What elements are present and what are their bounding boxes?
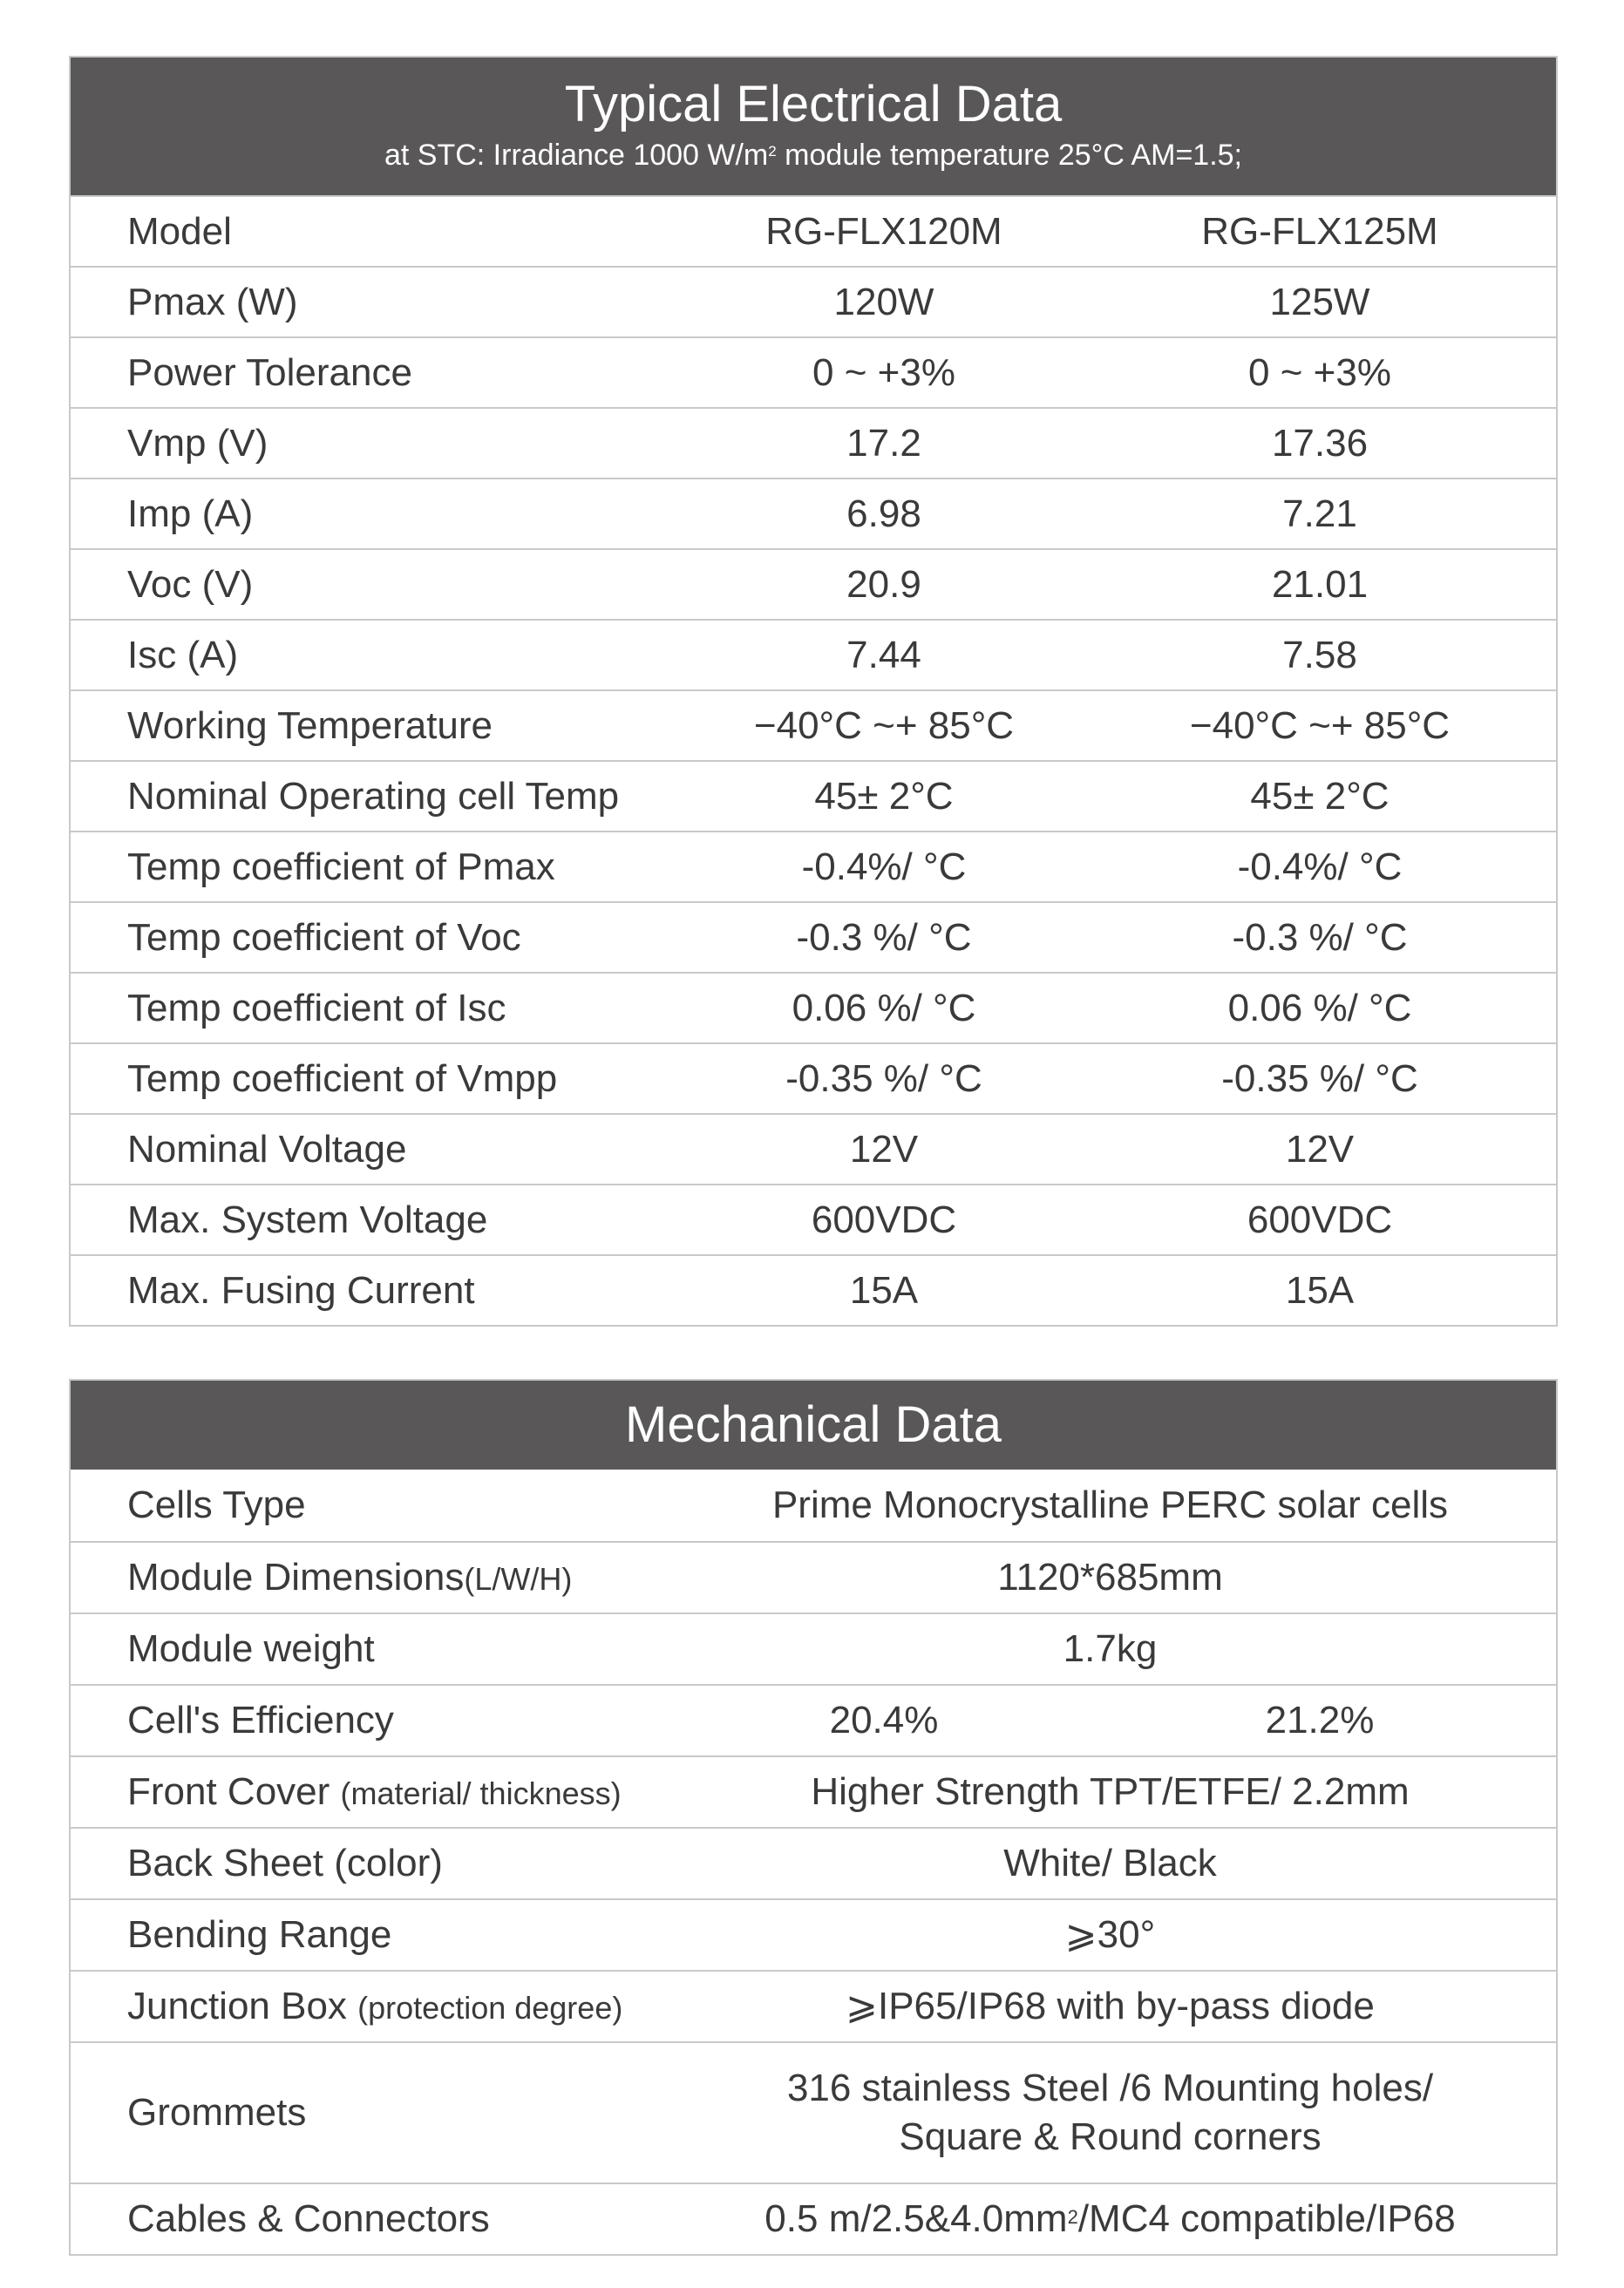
- row-value-line-1: 316 stainless Steel /6 Mounting holes/: [786, 2067, 1434, 2109]
- electrical-header: [71, 58, 1556, 195]
- row-value-2: 0 ~ +3%: [1248, 350, 1391, 394]
- row-label: Voc (V): [127, 562, 254, 606]
- value-text-end: /MC4 compatible/IP68: [1077, 2197, 1456, 2240]
- row-value-1: 17.2: [846, 421, 921, 465]
- row-value-2: −40°C ~+ 85°C: [1189, 703, 1451, 747]
- table-row: [71, 1254, 1556, 1325]
- row-value-1: -0.4%/ °C: [801, 845, 967, 888]
- row-value-1: 6.98: [846, 492, 921, 535]
- row-value-2: 15A: [1285, 1268, 1355, 1312]
- electrical-title: Typical Electrical Data: [564, 76, 1063, 132]
- table-row: [71, 336, 1556, 407]
- label-text: Module Dimensions: [127, 1556, 465, 1599]
- table-row: [71, 407, 1556, 478]
- table-row: [71, 1612, 1556, 1684]
- row-value-2: 7.21: [1282, 492, 1357, 535]
- row-value-2: 12V: [1285, 1127, 1355, 1171]
- row-value-2: 45± 2°C: [1250, 774, 1390, 818]
- value-superscript: 2: [1067, 2206, 1078, 2228]
- row-value-1: 15A: [849, 1268, 919, 1312]
- row-value-1: 600VDC: [811, 1198, 957, 1241]
- subtitle-text-end: module temperature 25°C AM=1.5;: [776, 139, 1243, 172]
- row-value-1: −40°C ~+ 85°C: [753, 703, 1015, 747]
- row-label: Temp coefficient of Vmpp: [127, 1056, 558, 1100]
- table-row: [71, 972, 1556, 1042]
- row-label: Temp coefficient of Isc: [127, 986, 506, 1029]
- row-value-2: RG-FLX125M: [1201, 209, 1438, 253]
- row-value: Prime Monocrystalline PERC solar cells: [771, 1483, 1449, 1526]
- electrical-data-table: [69, 56, 1558, 1327]
- row-value-1: 7.44: [846, 633, 921, 676]
- row-value-2: 21.2%: [1265, 1699, 1375, 1741]
- table-row: [71, 1541, 1556, 1612]
- mechanical-title: Mechanical Data: [625, 1396, 1002, 1453]
- row-value-line-2: Square & Round corners: [899, 2115, 1322, 2158]
- electrical-rows: [71, 195, 1556, 1325]
- row-label: Working Temperature: [127, 703, 493, 747]
- table-row: [71, 266, 1556, 336]
- table-row: [71, 1470, 1556, 1541]
- row-value-2: 21.01: [1271, 562, 1369, 606]
- row-label: Temp coefficient of Pmax: [127, 845, 555, 888]
- row-label: Cell's Efficiency: [127, 1699, 394, 1741]
- table-row: [71, 901, 1556, 972]
- mechanical-data-table: [69, 1379, 1558, 2256]
- row-value: ⩾30°: [1064, 1913, 1156, 1956]
- row-label: Nominal Operating cell Temp: [127, 774, 620, 818]
- row-label: Isc (A): [127, 633, 239, 676]
- row-value-2: -0.35 %/ °C: [1221, 1056, 1418, 1100]
- row-value-1: 120W: [833, 280, 934, 323]
- table-row: [71, 2183, 1556, 2254]
- row-label: Temp coefficient of Voc: [127, 915, 521, 959]
- row-label: Cables & Connectors: [127, 2197, 490, 2240]
- row-value-1: 20.4%: [829, 1699, 939, 1741]
- label-note: (protection degree): [357, 1990, 623, 2026]
- table-row: [71, 478, 1556, 548]
- row-value-1: 0.06 %/ °C: [792, 986, 976, 1029]
- row-label: Max. System Voltage: [127, 1198, 488, 1241]
- row-label: Power Tolerance: [127, 350, 412, 394]
- row-label: [71, 1556, 666, 1599]
- row-value-2: -0.3 %/ °C: [1232, 915, 1408, 959]
- table-row: [71, 1684, 1556, 1755]
- row-value: 1120*685mm: [997, 1556, 1223, 1599]
- row-label: Pmax (W): [127, 280, 298, 323]
- row-label: Cells Type: [127, 1483, 306, 1526]
- row-label: Grommets: [127, 2091, 307, 2134]
- table-row: [71, 1827, 1556, 1898]
- row-value-1: 0 ~ +3%: [812, 350, 955, 394]
- row-label: Model: [127, 209, 232, 253]
- value-text: 0.5 m/2.5&4.0mm: [764, 2197, 1068, 2240]
- row-value: ⩾IP65/IP68 with by-pass diode: [846, 1985, 1375, 2027]
- row-value-2: 125W: [1269, 280, 1370, 323]
- row-label: Back Sheet (color): [127, 1842, 443, 1884]
- row-label: Module weight: [127, 1627, 375, 1670]
- row-value-1: -0.35 %/ °C: [785, 1056, 982, 1100]
- subtitle-superscript: 2: [768, 143, 777, 160]
- row-value: [666, 2064, 1554, 2162]
- table-row: [71, 619, 1556, 689]
- table-row: [71, 1184, 1556, 1254]
- table-row: [71, 831, 1556, 901]
- row-label: Vmp (V): [127, 421, 268, 465]
- row-value-2: 17.36: [1271, 421, 1369, 465]
- row-label: [71, 1985, 666, 2028]
- table-row: [71, 2041, 1556, 2183]
- table-row: [71, 689, 1556, 760]
- row-value: White/ Black: [1003, 1842, 1217, 1884]
- table-row: [71, 760, 1556, 831]
- row-label: [71, 1770, 666, 1814]
- mechanical-header: [71, 1381, 1556, 1470]
- table-row: [71, 1898, 1556, 1970]
- table-row: [71, 195, 1556, 266]
- row-value-1: 45± 2°C: [814, 774, 954, 818]
- table-row: [71, 548, 1556, 619]
- table-row: [71, 1755, 1556, 1827]
- row-value-2: 600VDC: [1247, 1198, 1393, 1241]
- row-label: Bending Range: [127, 1913, 392, 1956]
- label-text: Front Cover: [127, 1770, 341, 1813]
- row-value-1: RG-FLX120M: [765, 209, 1002, 253]
- row-value-2: 0.06 %/ °C: [1227, 986, 1412, 1029]
- table-row: [71, 1113, 1556, 1184]
- row-value-2: -0.4%/ °C: [1237, 845, 1403, 888]
- table-row: [71, 1970, 1556, 2041]
- table-row: [71, 1042, 1556, 1113]
- row-label: Max. Fusing Current: [127, 1268, 475, 1312]
- row-label: Nominal Voltage: [127, 1127, 407, 1171]
- row-value-1: 20.9: [846, 562, 921, 606]
- electrical-subtitle: [71, 138, 1556, 173]
- label-note: (L/W/H): [464, 1561, 573, 1597]
- row-value-2: 7.58: [1282, 633, 1357, 676]
- row-value-1: 12V: [849, 1127, 919, 1171]
- label-note: (material/ thickness): [340, 1775, 622, 1811]
- row-value: Higher Strength TPT/ETFE/ 2.2mm: [811, 1770, 1410, 1813]
- row-label: Imp (A): [127, 492, 254, 535]
- row-value: 1.7kg: [1063, 1627, 1158, 1670]
- label-text: Junction Box: [127, 1985, 358, 2027]
- subtitle-text: at STC: Irradiance 1000 W/m: [384, 139, 769, 172]
- row-value-1: -0.3 %/ °C: [796, 915, 972, 959]
- row-value: [666, 2195, 1554, 2244]
